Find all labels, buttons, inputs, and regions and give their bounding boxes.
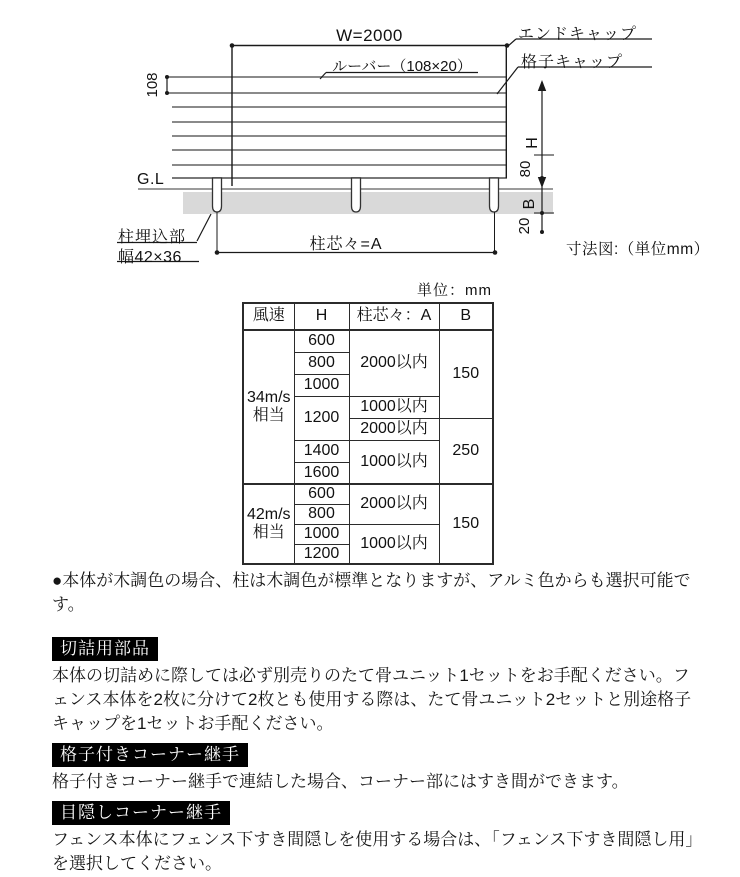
b-cell: 150 xyxy=(439,484,493,564)
note-section-body: 本体の切詰めに際しては必ず別売りのたて骨ユニット1セットをお手配ください。フェンス本体を2枚に分けて2枚とも使用する際は、たて骨ユニット2セットと別途格子キャップを1セットお手配ください。 xyxy=(52,666,692,733)
post-embed-width-label: 幅42×36 xyxy=(118,249,182,266)
h-cell: 1000 xyxy=(294,374,349,396)
a-cell: 2000以内 xyxy=(349,484,439,524)
a-cell: 1000以内 xyxy=(349,440,439,484)
b-cell: 250 xyxy=(439,418,493,484)
note-section-title: 目隠しコーナー継手 xyxy=(52,801,230,825)
a-cell: 1000以内 xyxy=(349,396,439,418)
arrowhead-up-icon xyxy=(538,80,546,91)
table-header-row xyxy=(243,303,493,330)
post-embed-leader xyxy=(197,214,211,241)
note-section-cut-parts xyxy=(52,631,698,736)
note-section-lattice-corner xyxy=(52,737,698,794)
end-cap-label: エンドキャップ xyxy=(518,26,638,43)
dim-108-label: 108 xyxy=(144,72,161,98)
col-header-h: H xyxy=(294,303,349,330)
b-cell: 150 xyxy=(439,330,493,418)
a-cell: 2000以内 xyxy=(349,418,439,440)
note-section-title: 格子付きコーナー継手 xyxy=(52,743,248,767)
post-left xyxy=(213,178,222,212)
wind-speed-cell: 42m/s相当 xyxy=(243,484,294,564)
post-span-label: 柱芯々=A xyxy=(309,236,383,253)
dim-h-label: H xyxy=(524,137,541,149)
dim-b-label: B xyxy=(521,198,538,210)
diagram-caption: 寸法図:（単位mm） xyxy=(566,241,710,258)
h-cell: 800 xyxy=(294,352,349,374)
lattice-cap-label: 格子キャップ xyxy=(521,54,624,71)
wind-spec-table xyxy=(242,302,494,565)
wind-speed-cell: 34m/s相当 xyxy=(243,330,294,484)
dim-80-label: 80 xyxy=(517,160,534,178)
spec-table-block xyxy=(242,279,492,565)
note-section-title: 切詰用部品 xyxy=(52,637,158,661)
louver-label: ルーバー（108×20） xyxy=(332,58,472,75)
post-embed-label: 柱埋込部 xyxy=(118,229,187,246)
dim-dot xyxy=(540,230,544,234)
dim-dot xyxy=(215,250,220,255)
note-section-body: フェンス本体にフェンス下すき間隠しを使用する場合は、「フェンス下すき間隠し用」を選択してください。 xyxy=(52,830,694,873)
table-unit-note: 単位：mm xyxy=(417,282,492,299)
post-right xyxy=(490,178,499,212)
dim-dot xyxy=(493,250,498,255)
h-cell: 600 xyxy=(294,330,349,352)
table-row xyxy=(243,330,493,352)
col-header-b: B xyxy=(439,303,493,330)
h-cell: 1200 xyxy=(294,396,349,440)
end-cap-leader xyxy=(507,39,516,47)
dim-20-label: 20 xyxy=(516,217,533,235)
a-cell: 2000以内 xyxy=(349,330,439,396)
h-cell: 1600 xyxy=(294,462,349,484)
post-middle xyxy=(352,178,361,212)
h-cell: 1000 xyxy=(294,524,349,544)
ground-level-label: G.L xyxy=(137,171,165,188)
dim-w-label: W=2000 xyxy=(336,26,403,45)
notes-block xyxy=(52,569,698,877)
h-cell: 1400 xyxy=(294,440,349,462)
col-header-wind: 風速 xyxy=(243,303,294,330)
a-cell: 1000以内 xyxy=(349,524,439,564)
h-cell: 800 xyxy=(294,504,349,524)
note-section-body: 格子付きコーナー継手で連結した場合、コーナー部にはすき間ができます。 xyxy=(52,772,629,791)
dim-dot xyxy=(540,176,544,180)
col-header-a: 柱芯々：A xyxy=(349,303,439,330)
louver-lines xyxy=(167,77,507,178)
note-section-privacy-corner xyxy=(52,795,698,876)
h-cell: 1200 xyxy=(294,544,349,564)
dim-dot xyxy=(165,91,169,95)
dim-dot xyxy=(540,211,544,215)
h-cell: 600 xyxy=(294,484,349,504)
fence-dimension-diagram xyxy=(0,0,740,276)
table-row xyxy=(243,484,493,504)
color-note: ●本体が木調色の場合、柱は木調色が標準となりますが、アルミ色からも選択可能です。 xyxy=(52,571,691,614)
lattice-cap-leader xyxy=(497,67,518,94)
dim-dot xyxy=(165,75,169,79)
